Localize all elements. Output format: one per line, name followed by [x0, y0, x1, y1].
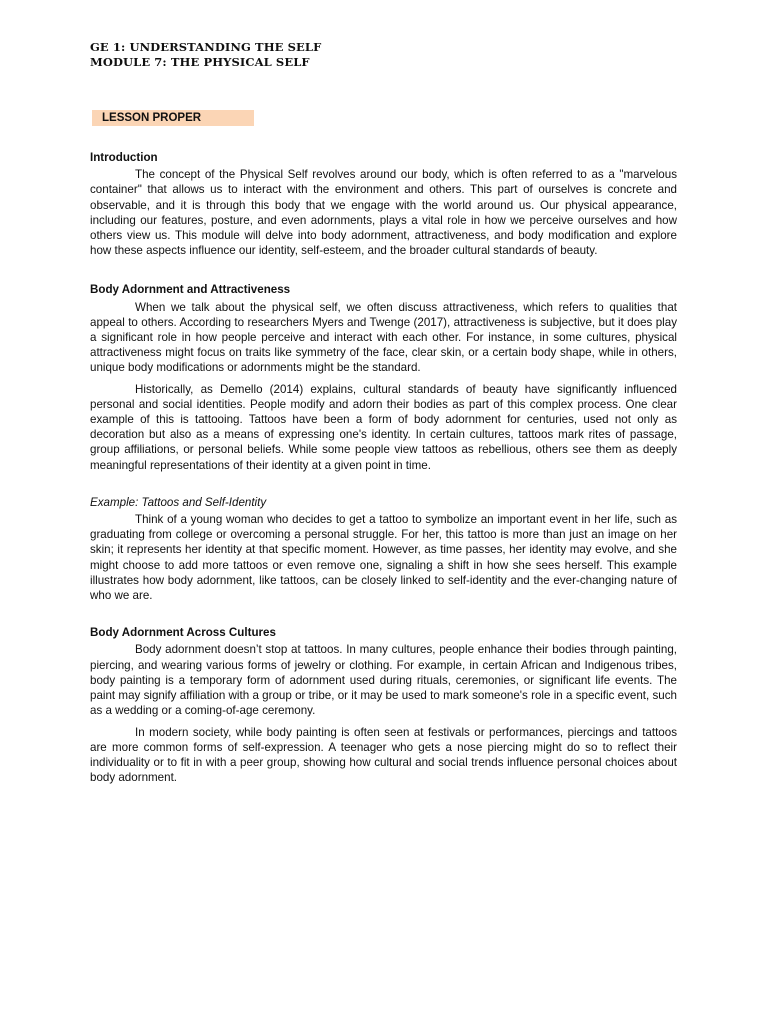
section-introduction: [90, 150, 677, 258]
section-heading: Body Adornment Across Cultures: [90, 626, 276, 640]
example-heading: Example: Tattoos and Self-Identity: [90, 495, 267, 509]
paragraph: Historically, as Demello (2014) explains, cultural standards of beauty have significantly influenced personal and social identities. People modify and adorn their bodies as part of this complex process. One clear example of this is tattooing. Tattoos have been a form of body adornment for centuries, used not only as decoration but also as a means of expressing one's identity. In certain cultures, tattoos mark rites of passage, group affiliations, or personal beliefs. While some people view tattoos as rebellious, others see them as deeply meaningful representations of their identity at a given point in time.: [90, 382, 677, 472]
paragraph: In modern society, while body painting is often seen at festivals or performances, piercings and tattoos are more common forms of self-expression. A teenager who gets a nose piercing might do so to reflect their individuality or to fit in with a peer group, showing how cultural and social trends influence personal choices about body adornment.: [90, 725, 677, 785]
course-title: GE 1: UNDERSTANDING THE SELF: [90, 40, 322, 54]
module-title: MODULE 7: THE PHYSICAL SELF: [90, 55, 310, 69]
section-body-adornment-attractiveness: [90, 282, 677, 472]
document-header: [90, 40, 321, 70]
section-example-tattoos: [90, 495, 677, 603]
section-heading: Body Adornment and Attractiveness: [90, 283, 291, 297]
paragraph: Body adornment doesn’t stop at tattoos. In many cultures, people enhance their bodies through painting, piercing, and wearing various forms of jewelry or clothing. For example, in certain African and Indigenous tribes, body painting is a temporary form of adornment used during rituals, ceremonies, or significant life events. The paint may signify affiliation with a group or tribe, or it may be used to mark someone's role in a specific event, such as a wedding or a coming-of-age ceremony.: [90, 643, 677, 718]
paragraph: When we talk about the physical self, we often discuss attractiveness, which refers to qualities that appeal to others. According to researchers Myers and Twenge (2017), attractiveness is subjective, but it does play a significant role in how people perceive and interact with each other. For instance, in some cultures, physical attractiveness might focus on traits like symmetry of the face, clear skin, or a certain body shape, while in others, unique body modifications or adornments might be the standard.: [90, 300, 677, 375]
lesson-proper-banner: LESSON PROPER: [92, 110, 254, 126]
section-heading: Introduction: [90, 151, 158, 164]
paragraph: The concept of the Physical Self revolves around our body, which is often referred to as a "marvelous container" that allows us to interact with the environment and others. This part of ourselves is concrete and observable, and it is through this body that we engage with the world around us. Our physical appearance, including our features, posture, and even adornments, plays a vital role in how we perceive ourselves and how others view us. This module will delve into body adornment, attractiveness, and body modification and explore how these aspects influence our identity, self-esteem, and the broader cultural standards of beauty.: [90, 168, 677, 258]
paragraph: Think of a young woman who decides to get a tattoo to symbolize an important event in her life, such as graduating from college or overcoming a personal struggle. For her, this tattoo is more than just an image on her skin; it represents her identity at that specific moment. However, as time passes, her identity may evolve, and she might choose to add more tattoos or even remove one, signaling a shift in how she sees herself. This example illustrates how body adornment, like tattoos, can be closely linked to self-identity and the ever-changing nature of who we are.: [90, 513, 677, 603]
section-body-adornment-cultures: [90, 625, 677, 785]
lesson-content: [90, 150, 677, 791]
